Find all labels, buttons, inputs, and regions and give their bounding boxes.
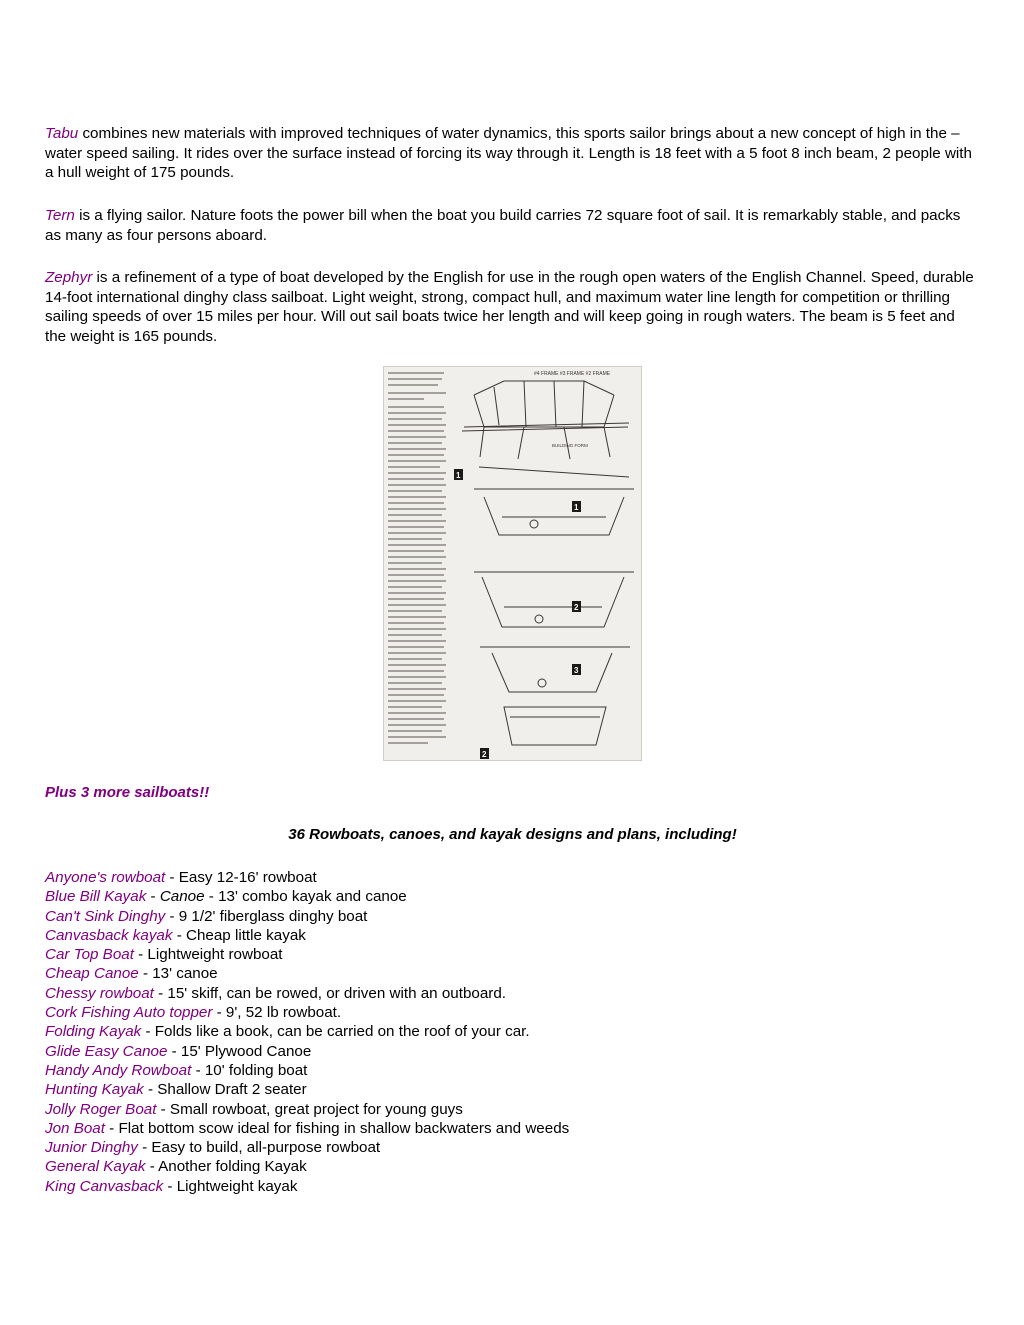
boat-name: Handy Andy Rowboat (45, 1061, 192, 1079)
badge-2: 2 (574, 603, 579, 612)
boat-desc: - 15' Plywood Canoe (167, 1042, 312, 1060)
paragraph-tabu (45, 124, 980, 183)
list-item (45, 887, 569, 906)
paragraph-zephyr (45, 268, 980, 346)
boat-name-tern: Tern (45, 207, 75, 224)
list-item (45, 868, 569, 887)
paragraph-tern (45, 206, 980, 245)
boat-name: King Canvasback (45, 1177, 164, 1195)
boat-desc: - Small rowboat, great project for young guys (156, 1100, 463, 1118)
section-heading: 36 Rowboats, canoes, and kayak designs and plans, including! (288, 826, 737, 843)
boat-name: Junior Dinghy (45, 1139, 138, 1157)
boat-desc: - 10' folding boat (191, 1061, 308, 1079)
boat-desc: - Easy 12-16' rowboat (165, 869, 317, 886)
boat-name: Cork Fishing Auto topper (45, 1004, 213, 1022)
list-item (45, 926, 569, 945)
boat-list (45, 868, 569, 1196)
boat-name-tabu: Tabu (45, 125, 79, 142)
frame-section-drawings (474, 489, 634, 745)
plan-drawing (384, 367, 641, 760)
list-item (45, 1061, 569, 1080)
boat-desc: - Folds like a book, can be carried on the roof of your car. (141, 1023, 530, 1041)
boat-desc: - 15' skiff, can be rowed, or driven with an outboard. (153, 984, 507, 1002)
badge-1: 1 (456, 471, 461, 480)
boat-desc: - Flat bottom scow ideal for fishing in shallow backwaters and weeds (104, 1119, 570, 1137)
boat-name-zephyr: Zephyr (45, 269, 93, 286)
boat-desc: - Lightweight rowboat (133, 946, 283, 964)
boat-name: Folding Kayak (45, 1023, 142, 1041)
boat-name: Hunting Kayak (45, 1081, 144, 1099)
list-item (45, 1042, 569, 1061)
list-item (45, 1119, 569, 1138)
list-item (45, 907, 569, 926)
zephyr-plan-illustration (383, 366, 642, 761)
boat-name: Canvasback kayak (45, 926, 173, 944)
paragraph-text: combines new materials with improved techniques of water dynamics, this sports sailor brings about a new concept of high in the –water speed sailing. It rides over the surface instead of forcing its way through it. Length is 18 feet with a 5 foot 8 inch beam, 2 people with a hull weight of 175 pounds. (45, 125, 972, 181)
boat-name: Jon Boat (45, 1119, 105, 1137)
boat-desc: - (146, 888, 160, 906)
list-item (45, 1003, 569, 1022)
list-item (45, 945, 569, 964)
list-item (45, 984, 569, 1003)
list-item (45, 1100, 569, 1119)
plus-more-sailboats: Plus 3 more sailboats!! (45, 784, 210, 801)
boat-desc: - Another folding Kayak (145, 1158, 307, 1176)
badge-1b: 1 (574, 503, 579, 512)
boat-name: Jolly Roger Boat (45, 1100, 157, 1118)
boat-desc: - 9 1/2' fiberglass dinghy boat (165, 907, 368, 925)
badge-3: 3 (574, 666, 579, 675)
list-item (45, 1080, 569, 1099)
list-item (45, 1138, 569, 1157)
boat-name: Glide Easy Canoe (45, 1042, 168, 1060)
boat-desc: - Cheap little kayak (172, 926, 306, 944)
badge-2b: 2 (482, 750, 487, 759)
svg-text:#4 FRAME #3 FRAME #2 FRAME: #4 FRAME #3 FRAME #2 FRAME (534, 371, 611, 377)
boat-desc: - Easy to build, all-purpose rowboat (137, 1139, 381, 1157)
list-item (45, 1157, 569, 1176)
boat-name: Anyone's rowboat (45, 869, 166, 886)
boat-name: Blue Bill Kayak (45, 888, 147, 906)
boat-desc: - Lightweight kayak (163, 1177, 298, 1195)
list-item (45, 1177, 569, 1196)
figure-number-badges (454, 469, 581, 759)
scanned-article-text (388, 373, 446, 743)
boat-name: General Kayak (45, 1158, 146, 1176)
boat-desc: - 9', 52 lb rowboat. (212, 1004, 342, 1022)
list-item (45, 964, 569, 983)
boat-name: Cheap Canoe (45, 965, 139, 983)
list-item (45, 1022, 569, 1041)
boat-desc: - 13' combo kayak and canoe (204, 888, 407, 906)
paragraph-text: is a flying sailor. Nature foots the power bill when the boat you build carries 72 square foot of sail. It is remarkably stable, and packs as many as four persons aboard. (45, 207, 961, 244)
building-form-drawing (462, 371, 629, 477)
boat-name-secondary: Canoe (159, 888, 205, 906)
svg-text:BUILDING FORM: BUILDING FORM (552, 443, 588, 448)
boat-desc: - 13' canoe (138, 965, 218, 983)
boat-name: Car Top Boat (45, 946, 134, 964)
paragraph-text: is a refinement of a type of boat developed by the English for use in the rough open waters of the English Channel. Speed, durable 14-foot international dinghy class sailboat. Light weight, strong, compact hull, and maximum water line length for competition or thrilling sailing speeds of over 15 miles per hour. Will out sail boats twice her length and will keep going in rough waters. The beam is 5 feet and the weight is 165 pounds. (45, 269, 974, 345)
boat-name: Chessy rowboat (45, 984, 154, 1002)
boat-name: Can't Sink Dinghy (45, 907, 166, 925)
boat-desc: - Shallow Draft 2 seater (143, 1081, 307, 1099)
